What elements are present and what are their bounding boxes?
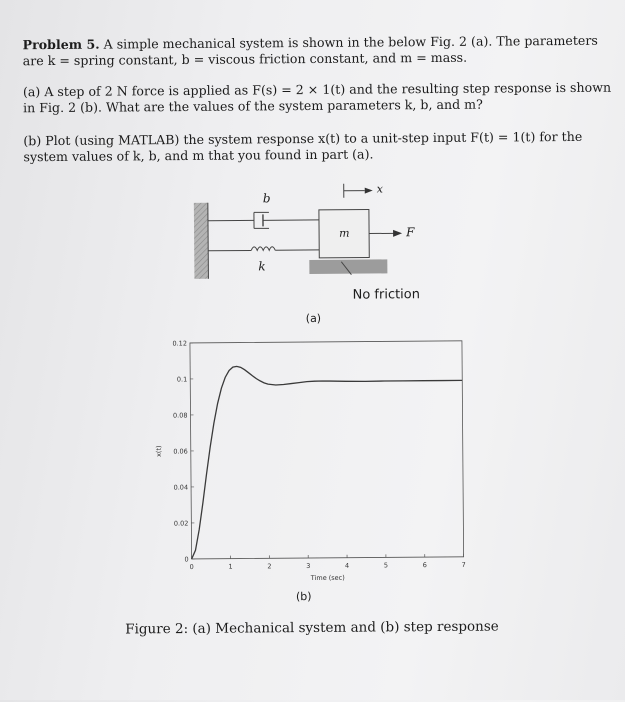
force-arrow bbox=[369, 230, 402, 237]
y-tick-label: 0.02 bbox=[174, 519, 189, 527]
y-axis-label: x(t) bbox=[155, 445, 163, 457]
part-b-line-1: (b) Plot (using MATLAB) the system response x(t) to a unit-step input F(t) = 1(t) for the bbox=[23, 129, 582, 149]
problem-intro-1: A simple mechanical system is shown in the below Fig. 2 (a). The parameters bbox=[104, 33, 598, 52]
spring bbox=[208, 246, 319, 250]
displacement-label: x bbox=[377, 182, 383, 195]
displacement-arrow bbox=[344, 184, 373, 198]
problem-heading: Problem 5. bbox=[23, 37, 100, 53]
x-tick-label: 0 bbox=[190, 563, 194, 571]
x-tick-label: 7 bbox=[462, 561, 466, 569]
damper-label: b bbox=[263, 191, 271, 205]
subcaption-a: (a) bbox=[306, 312, 321, 325]
part-b-line-2: system values of k, b, and m that you found in part (a). bbox=[23, 146, 373, 165]
force-label: F bbox=[406, 225, 414, 239]
x-tick-label: 4 bbox=[345, 562, 349, 570]
part-a-line-2: in Fig. 2 (b). What are the values of the system parameters k, b, and m? bbox=[23, 97, 483, 117]
x-tick-label: 3 bbox=[306, 562, 310, 570]
y-tick-label: 0.08 bbox=[173, 411, 188, 419]
part-a-line-1: (a) A step of 2 N force is applied as F(s) = 2 × 1(t) and the resulting step response is shown bbox=[23, 80, 611, 101]
y-tick-label: 0.12 bbox=[172, 339, 187, 347]
step-response-figure bbox=[150, 329, 482, 596]
x-tick-label: 1 bbox=[228, 563, 232, 571]
x-tick-label: 2 bbox=[267, 562, 271, 570]
series-line-step-response bbox=[190, 365, 464, 559]
x-tick-label: 6 bbox=[423, 561, 427, 569]
x-tick-label: 5 bbox=[384, 561, 388, 569]
y-tick-label: 0.04 bbox=[174, 483, 189, 491]
y-tick-label: 0.06 bbox=[173, 447, 188, 455]
damper bbox=[208, 212, 319, 229]
y-tick-label: 0.1 bbox=[177, 375, 187, 383]
subcaption-b: (b) bbox=[296, 590, 312, 603]
fixed-wall bbox=[194, 203, 209, 279]
plot-frame bbox=[190, 341, 464, 559]
problem-intro-2: are k = spring constant, b = viscous friction constant, and m = mass. bbox=[23, 50, 468, 69]
ground bbox=[309, 259, 387, 274]
mechanical-system-figure bbox=[189, 179, 450, 335]
figure-caption: Figure 2: (a) Mechanical system and (b) step response bbox=[125, 619, 499, 638]
spring-label: k bbox=[258, 259, 265, 273]
wall-edge bbox=[208, 203, 209, 279]
friction-note: No friction bbox=[353, 287, 421, 303]
y-tick-label: 0 bbox=[184, 555, 188, 563]
mechanical-system-diagram bbox=[189, 179, 450, 331]
step-response-chart bbox=[150, 329, 482, 592]
mass-label: m bbox=[339, 227, 350, 240]
x-axis-label: Time (sec) bbox=[310, 574, 345, 582]
